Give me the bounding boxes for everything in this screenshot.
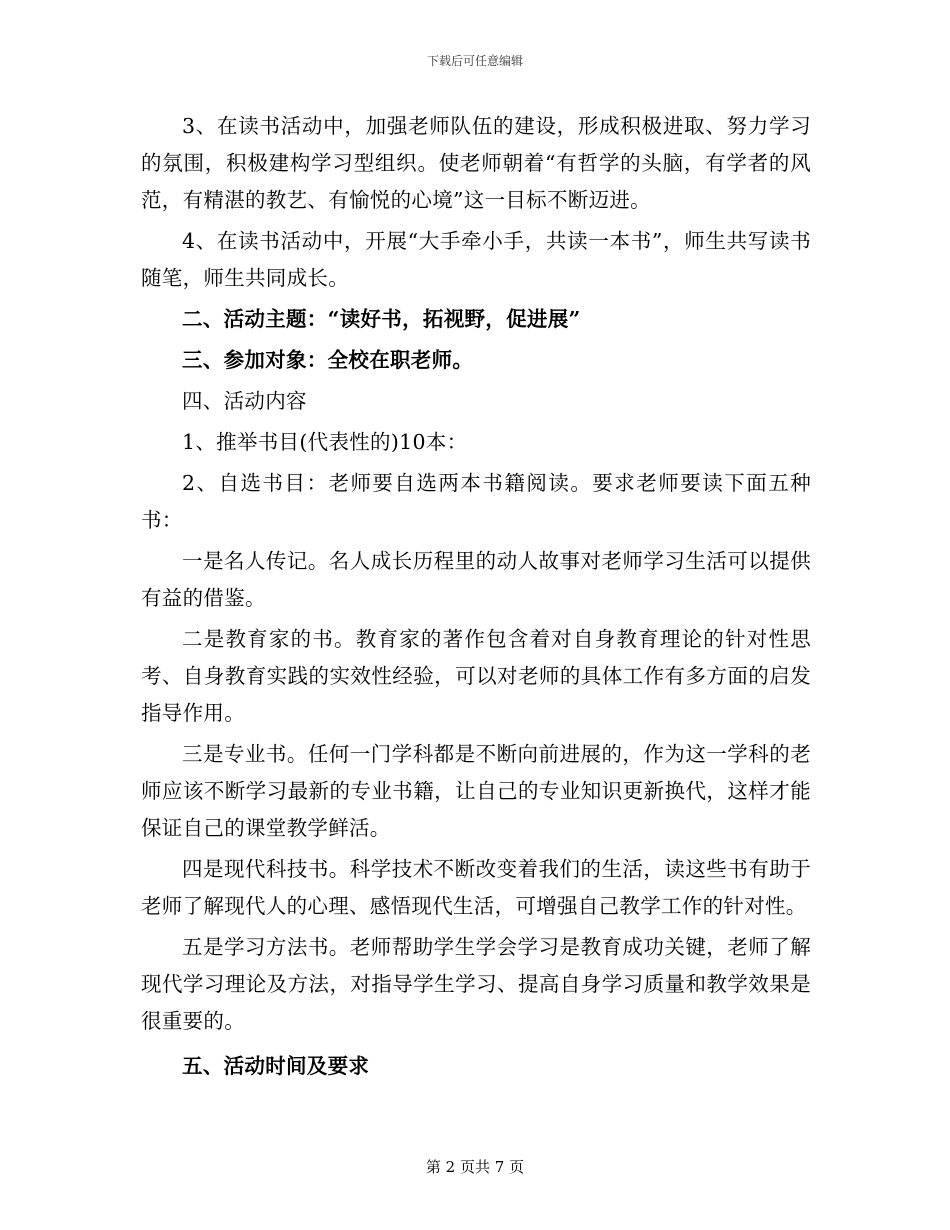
paragraph-self-selected-books: 2、自选书目：老师要自选两本书籍阅读。要求老师要读下面五种书： [141,471,811,532]
section-heading-participants: 三、参加对象：全校在职老师。 [182,348,474,372]
page-footer: 第 2 页共 7 页 [425,1158,525,1176]
section-heading-content: 四、活动内容 [182,389,307,413]
section-heading-theme: 二、活动主题：“读好书，拓视野，促进展” [182,307,581,331]
page-header: 下载后可任意编辑 [426,54,523,68]
section-heading-time: 五、活动时间及要求 [182,1054,370,1078]
paragraph-technology: 四是现代科技书。科学技术不断改变着我们的生活，读这些书有助于老师了解现代人的心理、感悟现代生活，可增强自己教学工作的针对性。 [141,857,811,918]
paragraph-professional: 三是专业书。任何一门学科都是不断向前进展的，作为这一学科的老师应该不断学习最新的专业书籍，让自己的专业知识更新换代，这样才能保证自己的课堂教学鲜活。 [141,742,811,840]
paragraph-item-3: 3、在读书活动中，加强老师队伍的建设，形成积极进取、努力学习的氛围，积极建构学习型组织。使老师朝着“有哲学的头脑，有学者的风范，有精湛的教艺、有愉悦的心境”这一目标不断迈进。 [141,114,811,212]
paragraph-recommended-books: 1、推举书目(代表性的)10本： [182,430,468,454]
paragraph-item-4: 4、在读书活动中，开展“大手牵小手，共读一本书”，师生共写读书随笔，师生共同成长。 [141,229,811,290]
paragraph-biographies: 一是名人传记。名人成长历程里的动人故事对老师学习生活可以提供有益的借鉴。 [141,549,811,610]
paragraph-study-methods: 五是学习方法书。老师帮助学生学会学习是教育成功关键，老师了解现代学习理论及方法，对指导学生学习、提高自身学习质量和教学效果是很重要的。 [141,935,811,1033]
paragraph-educators: 二是教育家的书。教育家的著作包含着对自身教育理论的针对性思考、自身教育实践的实效性经验，可以对老师的具体工作有多方面的启发指导作用。 [141,627,811,725]
document-body [141,108,811,1085]
